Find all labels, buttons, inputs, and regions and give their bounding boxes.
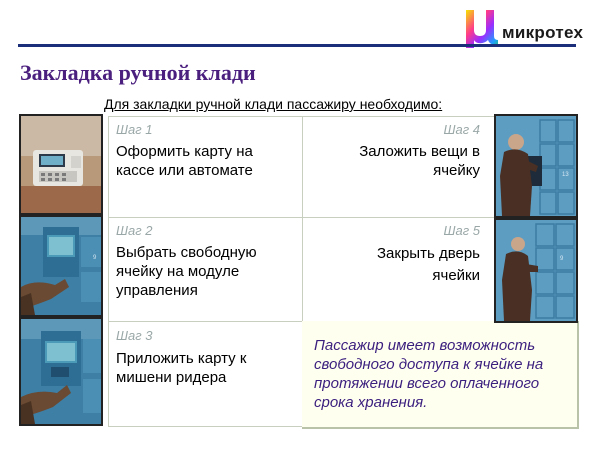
photo-control-module (19, 215, 103, 317)
step-1-cell (116, 122, 152, 137)
step-2-text: Выбрать свободную ячейку на модуле управления (116, 244, 257, 299)
note-text: Пассажир имеет возможность свободного доступа к ячейке на протяжении всего оплаченного срока хранения. (314, 337, 544, 411)
step-4-text: Заложить вещи в ячейку (359, 143, 480, 179)
step-2-label: Шаг 2 (116, 223, 153, 238)
photo-card-reader (19, 317, 103, 426)
mu-logo-icon (460, 6, 504, 48)
step-3-label: Шаг 3 (116, 328, 153, 343)
photo-placing-items (494, 114, 578, 218)
step-5-label: Шаг 5 (443, 223, 480, 238)
step-3-cell (116, 328, 152, 343)
page-subtitle: Для закладки ручной клади пассажиру необходимо: (104, 96, 443, 112)
step-1-label: Шаг 1 (116, 122, 153, 137)
photo-card-terminal (19, 114, 103, 215)
svg-text:9: 9 (93, 255, 97, 261)
svg-text:13: 13 (562, 172, 569, 178)
logo-text: микротех (502, 23, 584, 42)
step-4-cell (430, 122, 480, 137)
step-5-text: Закрыть дверь ячейки (377, 245, 480, 284)
step-2-cell (116, 223, 152, 238)
svg-text:9: 9 (560, 256, 564, 262)
step-3-text: Приложить карту к мишени ридера (116, 350, 247, 386)
header-rule (18, 44, 576, 47)
page-title: Закладка ручной клади (20, 60, 256, 85)
step-4-label: Шаг 4 (443, 122, 480, 137)
photo-closing-door (494, 218, 578, 323)
step-1-text: Оформить карту на кассе или автомате (116, 143, 253, 179)
company-logo (460, 6, 596, 48)
step-5-cell (430, 223, 480, 238)
